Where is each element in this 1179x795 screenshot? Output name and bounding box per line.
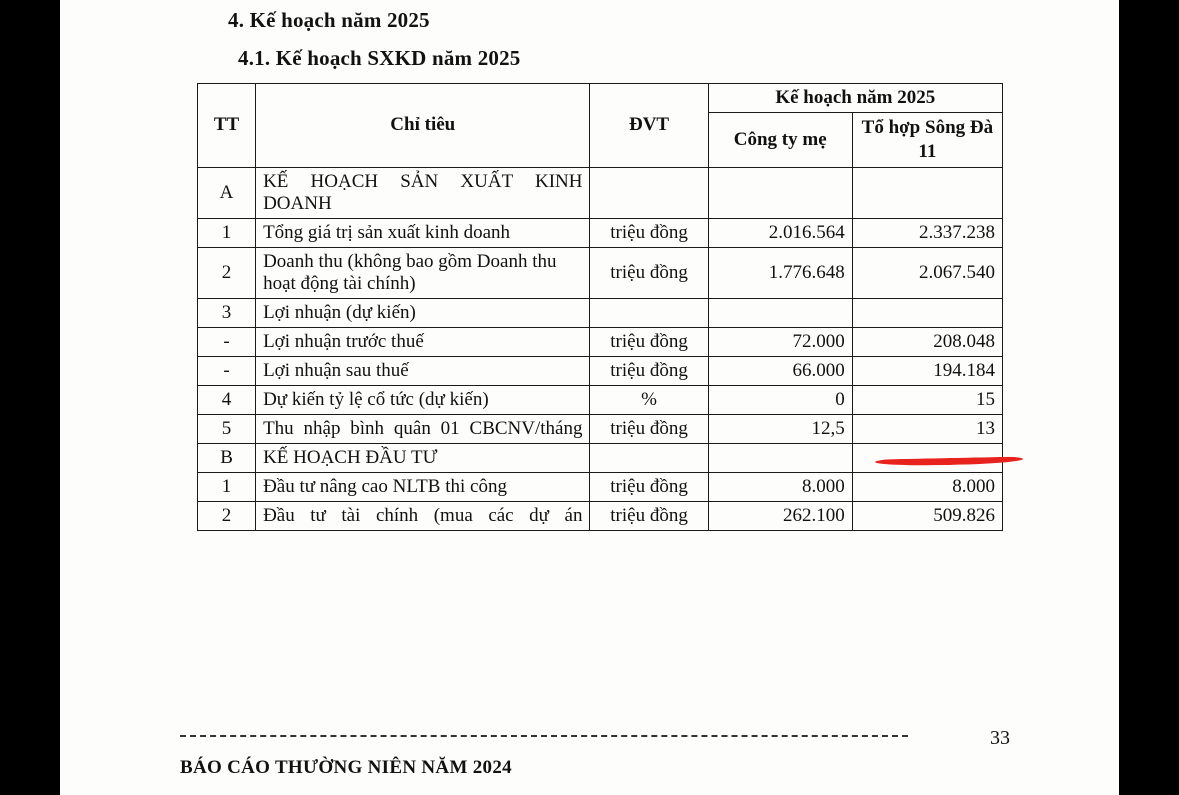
cell-tt: 3 bbox=[198, 298, 256, 327]
cell-parent-value: 8.000 bbox=[708, 472, 852, 501]
cell-unit: triệu đồng bbox=[590, 414, 708, 443]
header-col-group: Tổ hợp Sông Đà 11 bbox=[852, 113, 1002, 168]
cell-group-value bbox=[852, 298, 1002, 327]
cell-unit: triệu đồng bbox=[590, 218, 708, 247]
table-body bbox=[198, 167, 1003, 530]
header-criteria: Chỉ tiêu bbox=[256, 84, 590, 168]
cell-unit bbox=[590, 443, 708, 472]
cell-unit: triệu đồng bbox=[590, 327, 708, 356]
cell-parent-value bbox=[708, 167, 852, 218]
cell-unit bbox=[590, 298, 708, 327]
cell-criteria: Đầu tư tài chính (mua các dự án bbox=[256, 501, 590, 530]
table-header bbox=[198, 84, 1003, 168]
cell-group-value: 208.048 bbox=[852, 327, 1002, 356]
cell-group-value: 509.826 bbox=[852, 501, 1002, 530]
cell-tt: - bbox=[198, 356, 256, 385]
cell-criteria: Lợi nhuận sau thuế bbox=[256, 356, 590, 385]
cell-criteria: Dự kiến tỷ lệ cổ tức (dự kiến) bbox=[256, 385, 590, 414]
page-number: 33 bbox=[990, 727, 1010, 749]
cell-criteria: KẾ HOẠCH ĐẦU TƯ bbox=[256, 443, 590, 472]
cell-parent-value bbox=[708, 298, 852, 327]
cell-group-value: 2.067.540 bbox=[852, 247, 1002, 298]
cell-group-value: 13 bbox=[852, 414, 1002, 443]
cell-tt: 1 bbox=[198, 472, 256, 501]
table-row bbox=[198, 356, 1003, 385]
cell-tt: 2 bbox=[198, 501, 256, 530]
cell-tt: B bbox=[198, 443, 256, 472]
cell-criteria: Lợi nhuận (dự kiến) bbox=[256, 298, 590, 327]
cell-tt: A bbox=[198, 167, 256, 218]
cell-tt: 1 bbox=[198, 218, 256, 247]
cell-criteria: Tổng giá trị sản xuất kinh doanh bbox=[256, 218, 590, 247]
document-page bbox=[60, 0, 1119, 795]
cell-parent-value: 2.016.564 bbox=[708, 218, 852, 247]
cell-unit: triệu đồng bbox=[590, 501, 708, 530]
cell-parent-value: 66.000 bbox=[708, 356, 852, 385]
cell-criteria: Lợi nhuận trước thuế bbox=[256, 327, 590, 356]
cell-tt: 4 bbox=[198, 385, 256, 414]
cell-criteria: KẾ HOẠCH SẢN XUẤT KINH DOANH bbox=[256, 167, 590, 218]
section-heading: 4. Kế hoạch năm 2025 bbox=[228, 8, 430, 32]
table-row bbox=[198, 298, 1003, 327]
table-row bbox=[198, 247, 1003, 298]
cell-unit: triệu đồng bbox=[590, 247, 708, 298]
cell-unit: triệu đồng bbox=[590, 472, 708, 501]
table-row bbox=[198, 472, 1003, 501]
subsection-heading: 4.1. Kế hoạch SXKD năm 2025 bbox=[238, 46, 521, 70]
cell-criteria: Thu nhập bình quân 01 CBCNV/tháng bbox=[256, 414, 590, 443]
cell-unit: triệu đồng bbox=[590, 356, 708, 385]
cell-parent-value: 262.100 bbox=[708, 501, 852, 530]
cell-parent-value: 0 bbox=[708, 385, 852, 414]
table-row bbox=[198, 443, 1003, 472]
cell-unit: % bbox=[590, 385, 708, 414]
cell-tt: 2 bbox=[198, 247, 256, 298]
header-tt: TT bbox=[198, 84, 256, 168]
cell-parent-value: 1.776.648 bbox=[708, 247, 852, 298]
footer-report-title: BÁO CÁO THƯỜNG NIÊN NĂM 2024 bbox=[180, 757, 512, 778]
table-row bbox=[198, 501, 1003, 530]
cell-group-value: 194.184 bbox=[852, 356, 1002, 385]
cell-parent-value: 12,5 bbox=[708, 414, 852, 443]
cell-group-value: 2.337.238 bbox=[852, 218, 1002, 247]
footer-divider bbox=[180, 735, 908, 737]
table-row bbox=[198, 218, 1003, 247]
cell-parent-value: 72.000 bbox=[708, 327, 852, 356]
cell-tt: 5 bbox=[198, 414, 256, 443]
table-row bbox=[198, 414, 1003, 443]
cell-parent-value bbox=[708, 443, 852, 472]
header-col-parent: Công ty mẹ bbox=[708, 113, 852, 168]
table-row bbox=[198, 385, 1003, 414]
header-unit: ĐVT bbox=[590, 84, 708, 168]
header-plan-group: Kế hoạch năm 2025 bbox=[708, 84, 1002, 113]
cell-unit bbox=[590, 167, 708, 218]
cell-group-value: 15 bbox=[852, 385, 1002, 414]
table-row bbox=[198, 167, 1003, 218]
table-row bbox=[198, 327, 1003, 356]
cell-criteria: Đầu tư nâng cao NLTB thi công bbox=[256, 472, 590, 501]
cell-criteria: Doanh thu (không bao gồm Doanh thu hoạt động tài chính) bbox=[256, 247, 590, 298]
cell-group-value: 8.000 bbox=[852, 472, 1002, 501]
cell-tt: - bbox=[198, 327, 256, 356]
table-header-row-1 bbox=[198, 84, 1003, 113]
cell-group-value bbox=[852, 167, 1002, 218]
